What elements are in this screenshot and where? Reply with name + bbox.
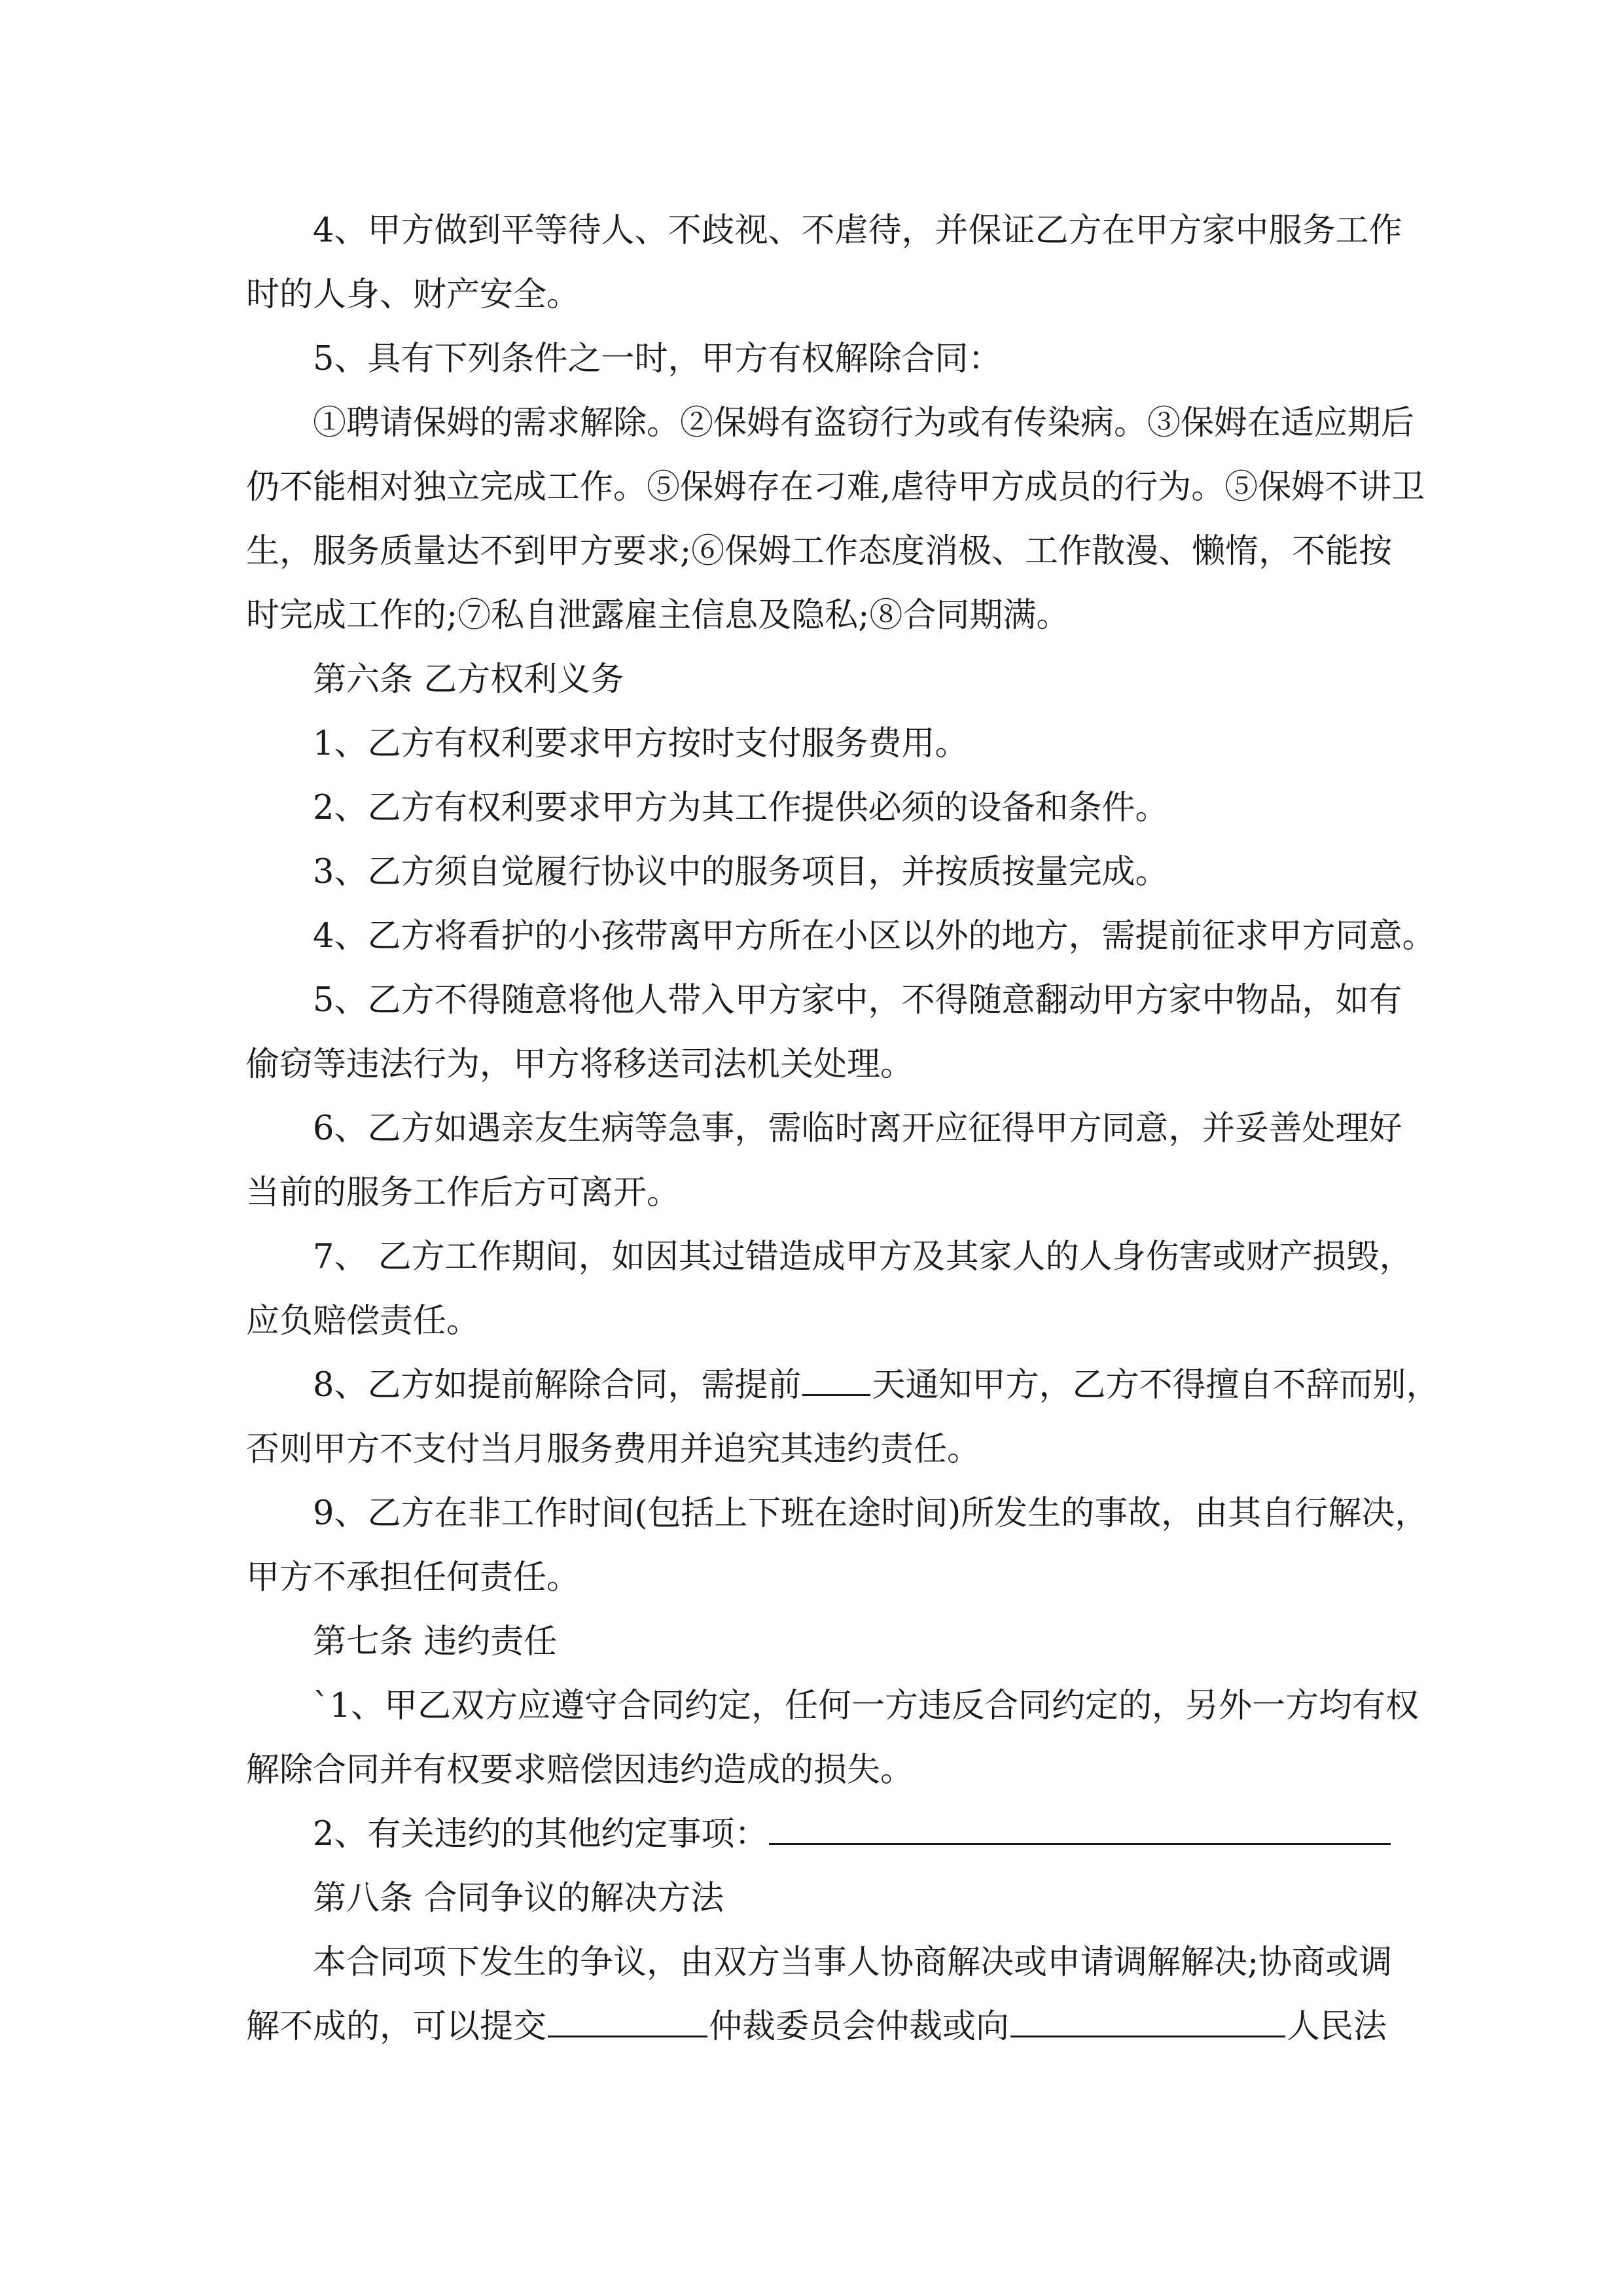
text-segment: 9、乙方在非工作时间(包括上下班在途时间)所发生的事故，由其自行解决， xyxy=(313,1494,1429,1533)
text-segment: 甲方不承担任何责任。 xyxy=(246,1558,580,1597)
text-line-l25 xyxy=(246,1738,1378,1803)
text-segment: 4、乙方将看护的小孩带离甲方所在小区以外的地方，需提前征求甲方同意。 xyxy=(313,917,1436,956)
text-line-l18 xyxy=(246,1289,1378,1354)
fill-in-blank xyxy=(802,1359,870,1396)
text-line-l20 xyxy=(246,1418,1378,1482)
text-line-l17 xyxy=(246,1225,1413,1289)
text-line-l13 xyxy=(246,969,1402,1033)
fill-in-blank xyxy=(1010,2000,1285,2037)
text-segment: 应负赔偿责任。 xyxy=(246,1302,480,1340)
text-line-l09 xyxy=(246,712,1378,776)
text-line-l19 xyxy=(246,1354,1440,1418)
text-line-l11 xyxy=(246,840,1378,905)
text-segment: 4、甲方做到平等待人、不歧视、不虐待，并保证乙方在甲方家中服务工作 xyxy=(313,211,1402,250)
text-segment: 仍不能相对独立完成工作。⑤保姆存在刁难,虐待甲方成员的行为。⑤保姆不讲卫 xyxy=(246,468,1425,507)
text-line-l02 xyxy=(246,263,1378,327)
text-segment: 本合同项下发生的争议，由双方当事人协商解决或申请调解解决;协商或调 xyxy=(313,1943,1393,1982)
text-line-l05 xyxy=(246,456,1425,520)
text-line-l06 xyxy=(246,520,1393,584)
text-line-l23 xyxy=(246,1610,1378,1674)
text-line-l01 xyxy=(246,199,1402,263)
text-line-l04 xyxy=(246,391,1415,456)
text-segment: 解除合同并有权要求赔偿因违约造成的损失。 xyxy=(246,1751,914,1789)
text-line-l16 xyxy=(246,1161,1378,1225)
text-segment: 时的人身、财产安全。 xyxy=(246,276,580,314)
text-segment: 1、乙方有权利要求甲方按时支付服务费用。 xyxy=(313,725,969,763)
text-line-l14 xyxy=(246,1033,1378,1097)
contract-body-text xyxy=(246,199,1440,2059)
text-segment: 5、乙方不得随意将他人带入甲方家中，不得随意翻动甲方家中物品，如有 xyxy=(313,981,1402,1020)
text-segment: 偷窃等违法行为，甲方将移送司法机关处理。 xyxy=(246,1045,914,1084)
text-segment: 2、有关违约的其他约定事项： xyxy=(313,1815,768,1854)
text-segment: 当前的服务工作后方可离开。 xyxy=(246,1174,681,1212)
text-segment: 生，服务质量达不到甲方要求;⑥保姆工作态度消极、工作散漫、懒惰，不能按 xyxy=(246,532,1393,571)
text-segment: 8、乙方如提前解除合同，需提前 xyxy=(313,1366,802,1405)
text-segment: 6、乙方如遇亲友生病等急事，需临时离开应征得甲方同意，并妥善处理好 xyxy=(313,1109,1402,1148)
fill-in-blank xyxy=(548,2000,707,2037)
text-segment: 天通知甲方，乙方不得擅自不辞而别， xyxy=(872,1366,1440,1405)
text-segment: 否则甲方不支付当月服务费用并追究其违约责任。 xyxy=(246,1430,981,1469)
text-segment: 第七条 违约责任 xyxy=(313,1623,558,1661)
text-line-l03 xyxy=(246,327,1378,391)
text-segment: 7、 乙方工作期间，如因其过错造成甲方及其家人的人身伤害或财产损毁， xyxy=(313,1238,1413,1276)
text-segment: 解不成的，可以提交 xyxy=(246,2007,547,2046)
text-segment: 时完成工作的;⑦私自泄露雇主信息及隐私;⑧合同期满。 xyxy=(246,596,1070,635)
text-segment: `1、甲乙双方应遵守合同约定，任何一方违反合同约定的，另外一方均有权 xyxy=(313,1687,1419,1725)
text-line-l08 xyxy=(246,648,1378,712)
text-line-l21 xyxy=(246,1482,1429,1546)
text-line-l24 xyxy=(246,1674,1419,1738)
text-segment: ①聘请保姆的需求解除。②保姆有盗窃行为或有传染病。③保姆在适应期后 xyxy=(313,404,1415,442)
text-line-l15 xyxy=(246,1097,1402,1161)
text-line-l10 xyxy=(246,776,1378,840)
text-segment: 第八条 合同争议的解决方法 xyxy=(313,1879,724,1918)
text-line-l26 xyxy=(246,1803,1378,1867)
text-line-l22 xyxy=(246,1546,1378,1610)
text-segment: 5、具有下列条件之一时，甲方有权解除合同： xyxy=(313,340,1002,378)
text-segment: 2、乙方有权利要求甲方为其工作提供必须的设备和条件。 xyxy=(313,789,1169,827)
text-segment: 仲裁委员会仲裁或向 xyxy=(709,2007,1010,2046)
text-line-l07 xyxy=(246,584,1378,648)
text-line-l12 xyxy=(246,905,1436,969)
text-segment: 人民法 xyxy=(1287,2007,1387,2046)
text-segment: 第六条 乙方权利义务 xyxy=(313,660,624,699)
text-line-l29 xyxy=(246,1995,1387,2059)
text-segment: 3、乙方须自觉履行协议中的服务项目，并按质按量完成。 xyxy=(313,853,1169,891)
text-line-l28 xyxy=(246,1931,1393,1995)
fill-in-blank xyxy=(769,1808,1391,1845)
text-line-l27 xyxy=(246,1867,1378,1931)
